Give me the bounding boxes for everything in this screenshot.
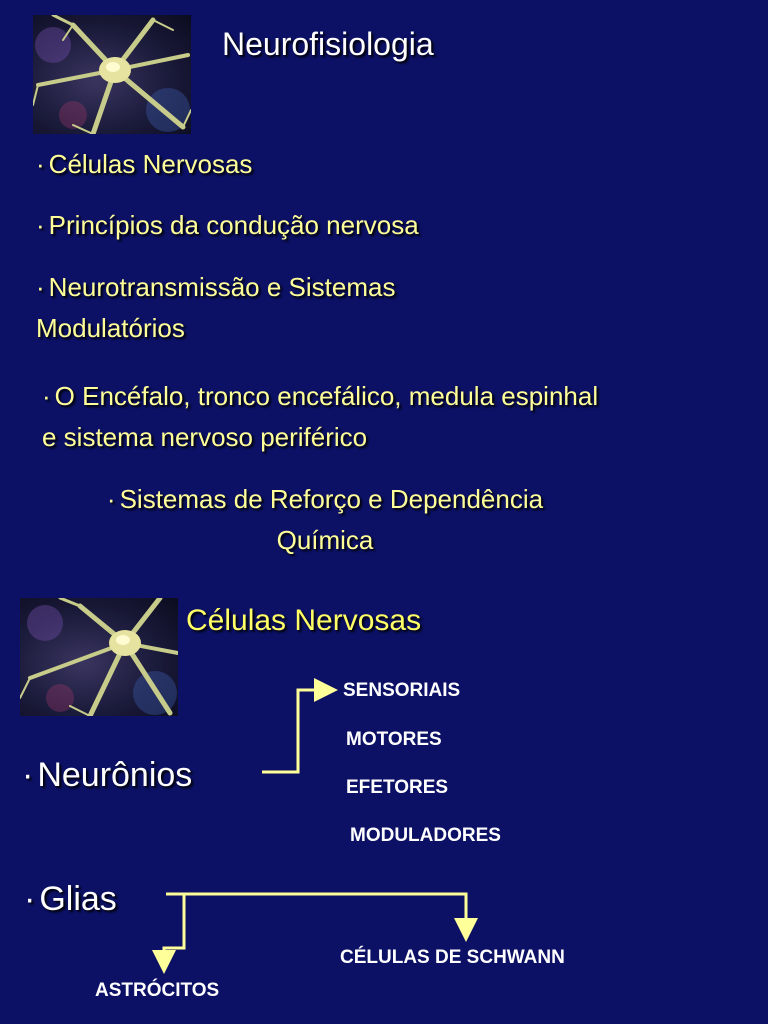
neuron-illustration-icon	[20, 598, 178, 716]
glia-type-label: ASTRÓCITOS	[95, 980, 220, 1001]
glia-type-label: CÉLULAS DE SCHWANN	[340, 947, 565, 968]
bullet-text-continued: Modulatórios	[36, 313, 185, 343]
neuronios-arrow-icon	[262, 690, 332, 772]
neuronios-label: Neurônios	[37, 756, 193, 794]
bullet-dot: ·	[106, 484, 116, 514]
bullet-text: Células Nervosas	[48, 149, 253, 179]
slide-celulas-nervosas	[0, 580, 768, 1024]
bullet-text-continued: Química	[276, 525, 374, 555]
bullet-text-continued: e sistema nervoso periférico	[42, 422, 368, 452]
bullet-item	[60, 479, 590, 561]
bullet-item	[36, 144, 252, 185]
section-title: Células Nervosas	[186, 604, 422, 637]
neuron-type-label: MOTORES	[346, 729, 442, 750]
neuron-type-label: EFETORES	[346, 777, 449, 798]
neuron-illustration-icon	[33, 15, 191, 134]
bullet-dot: ·	[36, 149, 45, 179]
bullet-text: O Encéfalo, tronco encefálico, medula espinhal	[54, 381, 599, 411]
bullet-text: Princípios da condução nervosa	[48, 210, 419, 240]
bullet-dot: ·	[36, 210, 45, 240]
bullet-dot: ·	[36, 272, 45, 302]
neuron-type-label: MODULADORES	[350, 825, 501, 846]
neuronios-item	[22, 756, 192, 795]
neuron-image	[33, 15, 191, 134]
page-title: Neurofisiologia	[222, 26, 434, 62]
bullet-dot: ·	[24, 880, 36, 918]
bullet-text: Sistemas de Reforço e Dependência	[119, 484, 544, 514]
bullet-item	[42, 376, 598, 458]
bullet-dot: ·	[22, 756, 34, 794]
bullet-dot: ·	[42, 381, 51, 411]
bullet-item	[36, 205, 419, 246]
bullet-item	[36, 267, 395, 349]
glias-label: Glias	[39, 880, 117, 918]
neuron-type-label: SENSORIAIS	[343, 680, 461, 701]
bullet-text: Neurotransmissão e Sistemas	[48, 272, 396, 302]
glias-item	[24, 880, 117, 919]
neuron-image	[20, 598, 178, 716]
